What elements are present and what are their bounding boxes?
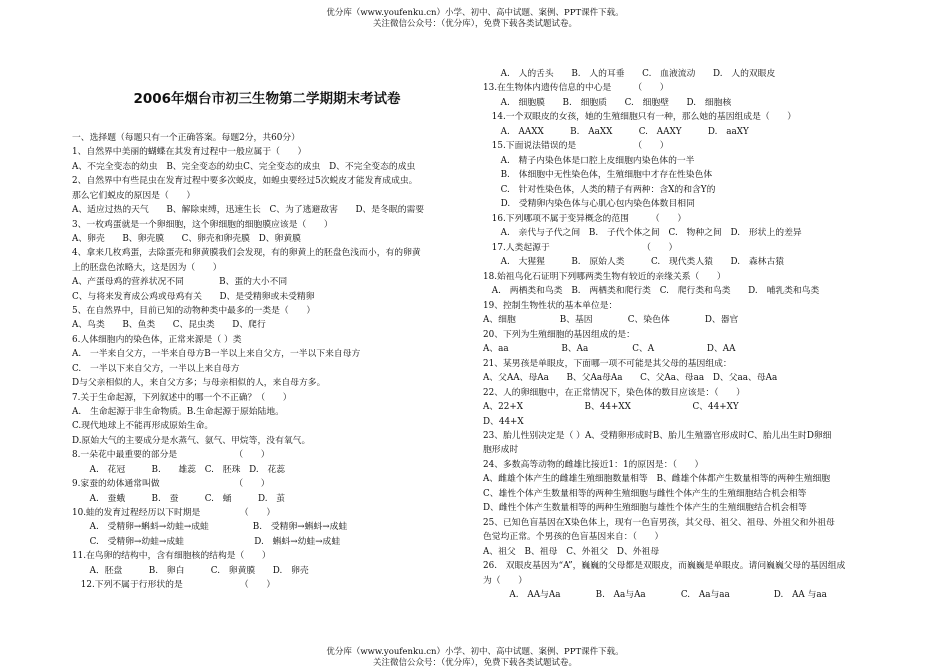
question-line: A. 人的舌头 B. 人的耳垂 C. 血液流动 D. 人的双眼皮 (483, 69, 776, 79)
question-line: 为（ ） (483, 575, 527, 586)
question-line: A. 花冠 B. 雄蕊 C. 胚珠 D. 花蕊 (72, 464, 286, 475)
footer-line-1: 优分库（www.youfenku.cn）小学、初中、高中试题、案例、PPT课件下载。 (326, 647, 624, 657)
question-line: 22、人的卵细胞中，在正常情况下，染色体的数目应该是：（ ） (483, 387, 745, 398)
question-line: A. 大猩猩 B. 原始人类 C. 现代类人猿 D. 森林古猿 (483, 257, 785, 268)
question-line: A、祖父 B、祖母 C、外祖父 D、外祖母 (483, 546, 660, 557)
question-line: 18.始祖鸟化石证明下列哪两类生物有较近的亲缘关系（ ） (483, 271, 726, 282)
question-line: D与父亲相似的人，来自父方多；与母亲相似的人，来自母方多。 (72, 378, 326, 389)
page-footer (0, 647, 950, 669)
question-line: 15.下面说法错误的是 （ ） (483, 141, 669, 152)
page-header (0, 8, 950, 30)
question-line: A. 一半来自父方，一半来自母方B一半以上来自父方，一半以下来自母方 (72, 349, 361, 360)
question-line: C、与将来发育成公鸡或母鸡有关 D、是受精卵或未受精卵 (72, 291, 315, 302)
question-line: A. AA与Aa B. Aa与Aa C. Aa与aa D. AA 与aa (483, 590, 827, 601)
question-line: A、适应过热的天气 B、解除束缚，迅速生长 C、为了逃避敌害 D、是冬眠的需要 (72, 205, 425, 216)
question-line: 23、胎儿性别决定是（ ）A、受精卵形成时B、胎儿生殖器官形成时C、胎儿出生时D卵细 (483, 431, 832, 441)
question-line: D. 受精卵内染色体与心肌心包内染色体数目相同 (483, 199, 695, 210)
question-line: 19、控制生物性状的基本单位是： (483, 300, 618, 311)
question-line: 21、某男孩是单眼皮，下面哪一项不可能是其父母的基因组成： (483, 358, 732, 369)
question-line: A、产蛋母鸡的营养状况不同 B、蛋的大小不同 (72, 277, 288, 288)
question-line: C、雄性个体产生数量相等的两种生殖细胞与雌性个体产生的生殖细胞结合机会相等 (483, 488, 807, 499)
header-line-1: 优分库（www.youfenku.cn）小学、初中、高中试题、案例、PPT课件下载。 (326, 8, 624, 18)
question-line: A、卵壳 B、卵壳膜 C、卵壳和卵壳膜 D、卵黄膜 (72, 233, 301, 244)
question-line: A. 受精卵→蝌蚪→幼蛙→成蛙 B. 受精卵→蝌蚪→成蛙 (72, 522, 348, 533)
question-line: 12.下列不属于行形状的是 （ ） (72, 580, 276, 591)
question-line: 6.人体细胞内的染色体，正常来源是（ ）类 (72, 334, 242, 345)
question-line: 那么它们蜕皮的原因是（ ） (72, 190, 196, 201)
question-line: C. 针对性染色体，人类的精子有两种：含X的和含Y的 (483, 184, 716, 195)
question-line: 26. 双眼皮基因为“A”，巍巍的父母都是双眼皮，而巍巍是单眼皮。请问巍巍父母的基因组成 (483, 561, 846, 572)
question-line: 一、选择题（每题只有一个正确答案。每题2分，共60分） (72, 133, 300, 143)
question-line: 24、多数高等动物的雌雄比接近1：1的原因是：（ ） (483, 459, 704, 470)
question-line: 14.一个双眼皮的女孩，她的生殖细胞只有一种，那么她的基因组成是（ ） (483, 112, 797, 123)
question-line: 17.人类起源于 （ ） (483, 242, 678, 253)
question-line: 7.关于生命起源，下列叙述中的哪一个不正确？（ ） (72, 392, 292, 403)
question-line: 4、拿来几枚鸡蛋，去除蛋壳和卵黄膜我们会发现，有的卵黄上的胚盘色浅而小，有的卵黄 (72, 248, 421, 259)
question-line: D.原始大气的主要成分是水蒸气、氨气、甲烷等，没有氧气。 (72, 435, 311, 446)
question-line: A. AAXX B. AaXX C. AAXY D. aaXY (483, 126, 749, 137)
question-line: 9.家蚕的幼体通常叫做 （ ） (72, 479, 270, 490)
question-line: 色觉均正常。个男孩的色盲基因来自：（ ） (483, 532, 664, 543)
question-line: A. 生命起源于非生命物质。B.生命起源于原始陆地。 (72, 406, 284, 417)
question-line: 3、一枚鸡蛋就是一个卵细胞，这个卵细胞的细胞膜应该是（ ） (72, 219, 333, 230)
question-line: D、雌性个体产生数量相等的两种生殖细胞与雄性个体产生的生殖细胞结合机会相等 (483, 503, 807, 514)
question-line: C. 受精卵→幼蛙→成蛙 D. 蝌蚪→幼蛙→成蛙 (72, 536, 341, 547)
question-line: A、父AA、母Aa B、父Aa母Aa C、父Aa、母aa D、父aa、母Aa (483, 373, 778, 384)
question-line: C.现代地球上不能再形成原始生命。 (72, 421, 214, 432)
question-line: C. 一半以下来自父方，一半以上来自母方 (72, 363, 240, 374)
question-line: A、细胞 B、基因 C、染色体 D、器官 (483, 315, 739, 326)
question-line: 8.一朵花中最重要的部分是 （ ） (72, 450, 270, 461)
question-line: B. 体细胞中无性染色体，生殖细胞中才存在性染色体 (483, 170, 713, 181)
question-line: 25、已知色盲基因在X染色体上，现有一色盲男孩，其父母、祖父、祖母、外祖父和外祖母 (483, 517, 835, 528)
question-line: 上的胚盘色浓略大，这是因为（ ） (72, 262, 222, 273)
question-line: 5、在自然界中，目前已知的动物种类中最多的一类是（ ） (72, 306, 316, 317)
question-line: A. 蚕蛾 B. 蚕 C. 蛹 D. 茧 (72, 493, 286, 504)
exam-title: 2006年烟台市初三生物第二学期期末考试卷 (133, 91, 401, 107)
question-line: A．胚盘 B. 卵白 C. 卵黄膜 D. 卵壳 (72, 565, 309, 576)
question-line: A. 亲代与子代之间 B. 子代个体之间 C. 物种之间 D. 形状上的差异 (483, 228, 802, 239)
question-line: 胞形成时 (483, 445, 519, 456)
question-line: A. 精子内染色体是口腔上皮细胞内染色体的一半 (483, 155, 695, 166)
question-line: 13.在生物体内遗传信息的中心是 （ ） (483, 83, 669, 94)
question-line: 16.下列哪项不属于变异概念的范围 （ ） (483, 213, 687, 224)
question-line: A. 两栖类和鸟类 B. 两栖类和爬行类 C. 爬行类和鸟类 D. 哺乳类和鸟类 (483, 286, 820, 297)
question-line: A、鸟类 B、鱼类 C、昆虫类 D、爬行 (72, 320, 266, 331)
question-line: 10.蛙的发育过程经历以下时期是 （ ） (72, 507, 276, 518)
question-line: A、雌雄个体产生的雌雄生殖细胞数量相等 B、雌雄个体都产生数量相等的两种生殖细胞 (483, 474, 831, 485)
footer-line-2: 关注微信公众号：（优分库），免费下载各类试题试卷。 (372, 658, 577, 668)
question-line: 2、自然界中有些昆虫在发育过程中要多次蜕皮，如蝗虫要经过5次蜕皮才能发育成成虫。 (72, 176, 418, 187)
question-line: 20、下列为生殖细胞的基因组成的是： (483, 329, 635, 340)
question-line: 1、自然界中美丽的蝴蝶在其发育过程中一般应属于（ ） (72, 147, 307, 158)
question-line: A. 细胞膜 B. 细胞质 C. 细胞壁 D. 细胞核 (483, 97, 732, 108)
question-line: A、aa B、Aa C、A D、AA (483, 344, 736, 355)
question-line: A、不完全变态的幼虫 B、完全变态的幼虫C、完全变态的成虫 D、不完全变态的成虫 (72, 161, 416, 172)
question-line: A、22+X B、44+XX C、44+XY (483, 402, 739, 413)
question-line: 11.在鸟卵的结构中，含有细胞核的结构是（ ） (72, 551, 271, 562)
header-line-2: 关注微信公众号：（优分库），免费下载各类试题试卷。 (372, 19, 577, 29)
question-line: D、44+X (483, 416, 524, 427)
